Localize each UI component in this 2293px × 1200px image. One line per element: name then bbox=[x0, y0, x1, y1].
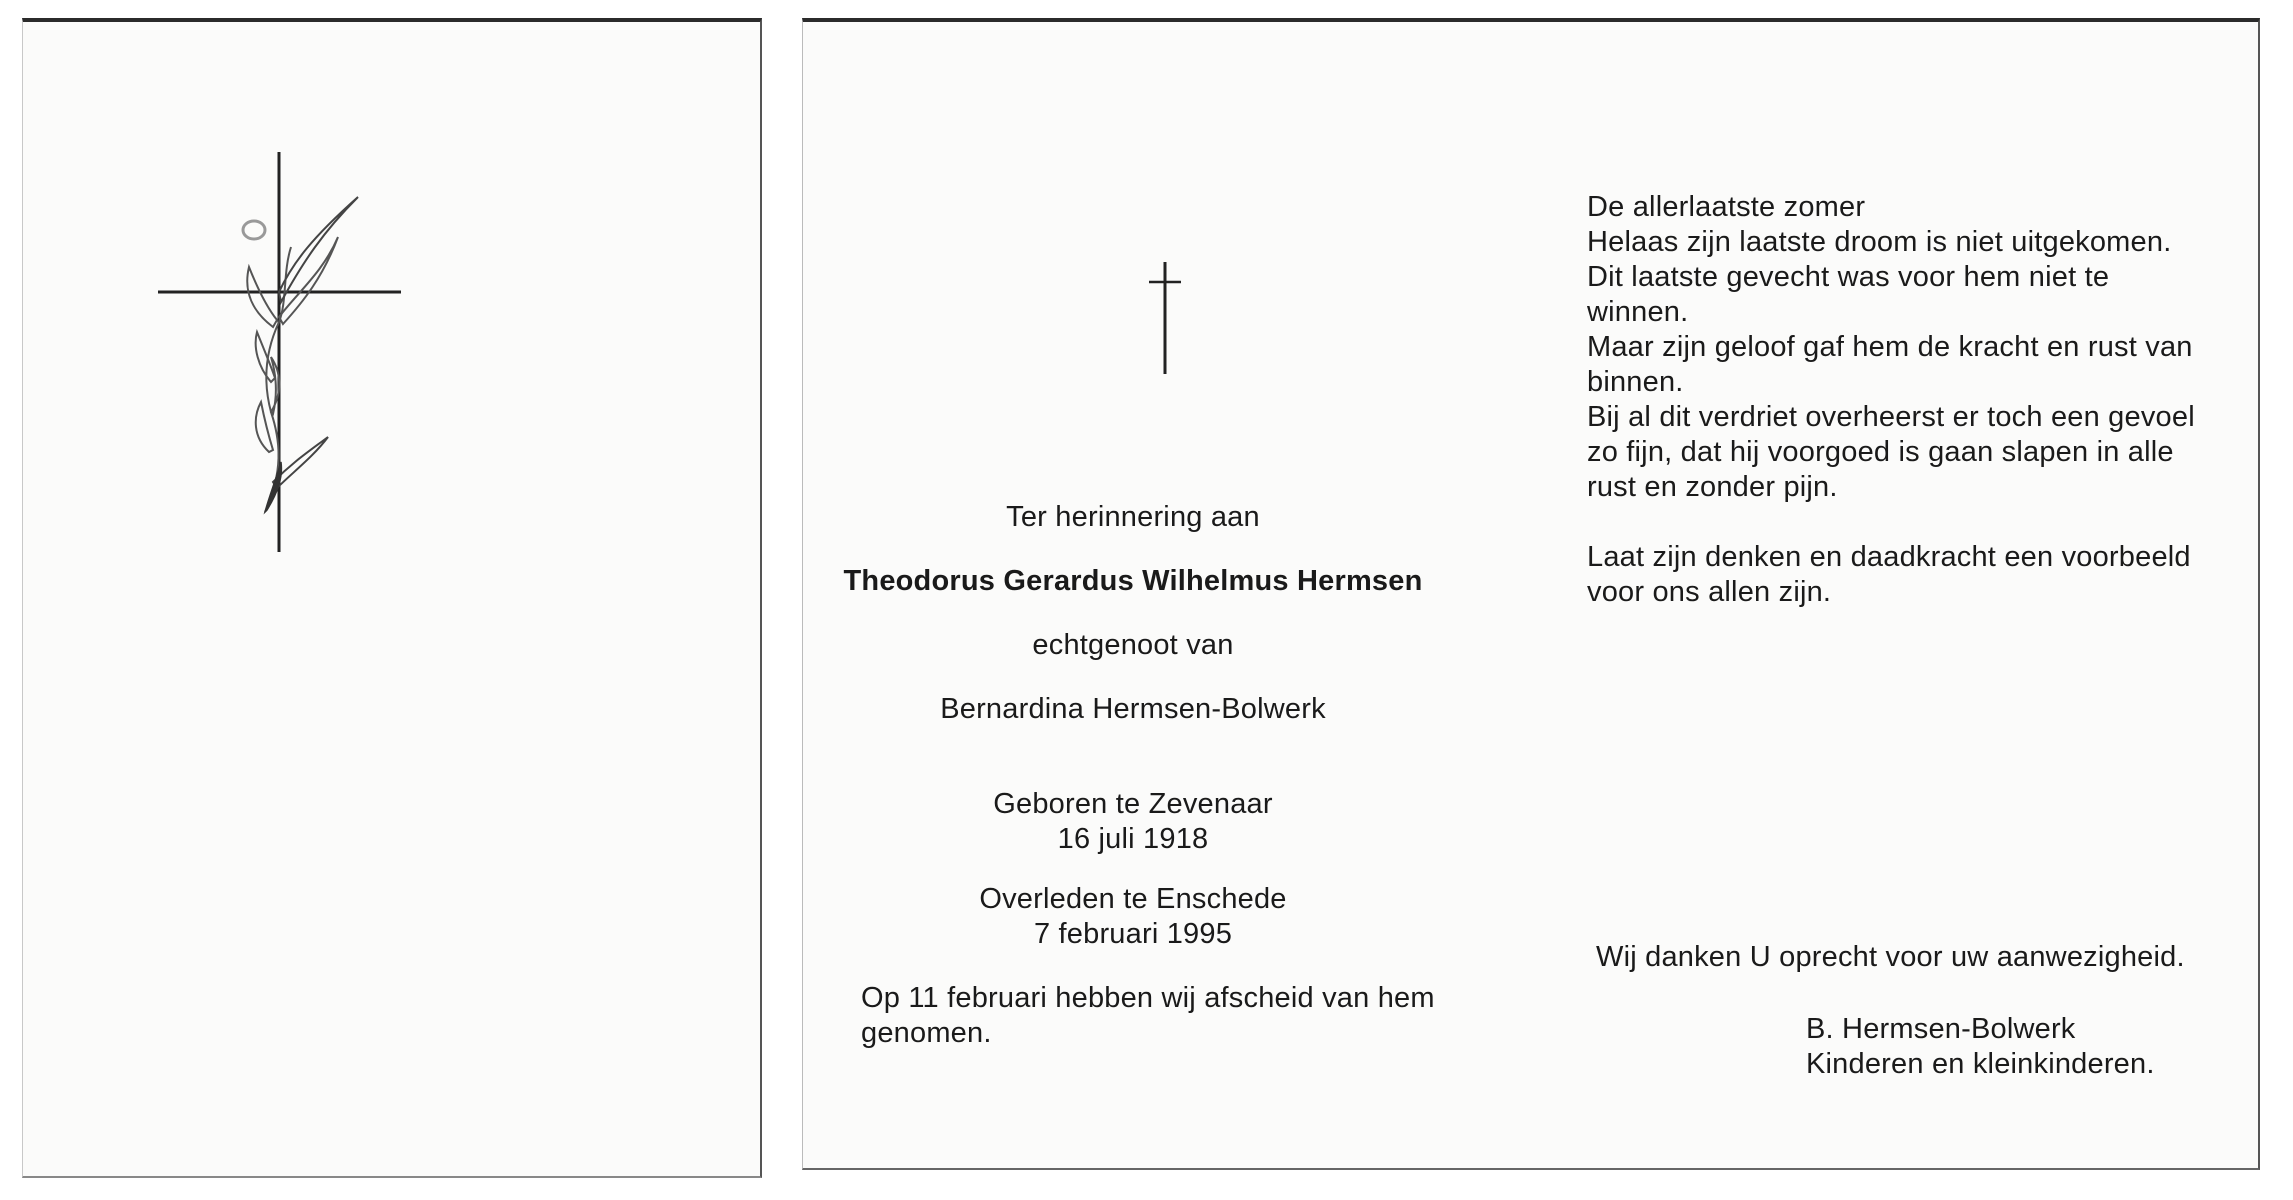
poem-line: Dit laatste gevecht was voor hem niet te bbox=[1587, 261, 2110, 293]
died-line: Overleden te Enschede bbox=[979, 883, 1287, 915]
poem-line: Helaas zijn laatste droom is niet uitgekomen. bbox=[1587, 226, 2172, 258]
born-line: Geboren te Zevenaar bbox=[993, 788, 1273, 820]
poem-line: rust en zonder pijn. bbox=[1587, 471, 1838, 503]
spouse-name: Bernardina Hermsen-Bolwerk bbox=[940, 693, 1326, 725]
farewell-line-2: genomen. bbox=[861, 1017, 992, 1049]
poem-line: Maar zijn geloof gaf hem de kracht en rust van bbox=[1587, 331, 2193, 363]
relation-text: echtgenoot van bbox=[1032, 629, 1234, 661]
deceased-name: Theodorus Gerardus Wilhelmus Hermsen bbox=[843, 565, 1423, 597]
poem-line: zo fijn, dat hij voorgoed is gaan slapen in alle bbox=[1587, 436, 2174, 468]
signature-line-2: Kinderen en kleinkinderen. bbox=[1806, 1048, 2155, 1080]
poem-closing-line: voor ons allen zijn. bbox=[1587, 576, 1832, 608]
poem-line: De allerlaatste zomer bbox=[1587, 191, 1866, 223]
inner-card bbox=[802, 18, 2260, 1170]
cross-with-branch-icon bbox=[153, 152, 413, 552]
front-card bbox=[22, 18, 762, 1178]
farewell-line-1: Op 11 februari hebben wij afscheid van hem bbox=[861, 982, 1435, 1014]
intro-text: Ter herinnering aan bbox=[1006, 501, 1260, 533]
small-cross-icon bbox=[1145, 262, 1185, 382]
poem-line: binnen. bbox=[1587, 366, 1684, 398]
poem-line: Bij al dit verdriet overheerst er toch een gevoel bbox=[1587, 401, 2195, 433]
poem-closing-line: Laat zijn denken en daadkracht een voorbeeld bbox=[1587, 541, 2191, 573]
thanks-text: Wij danken U oprecht voor uw aanwezigheid. bbox=[1596, 941, 2185, 973]
died-date: 7 februari 1995 bbox=[1033, 918, 1233, 950]
born-date: 16 juli 1918 bbox=[1057, 823, 1209, 855]
signature-line-1: B. Hermsen-Bolwerk bbox=[1806, 1013, 2076, 1045]
poem-line: winnen. bbox=[1587, 296, 1689, 328]
